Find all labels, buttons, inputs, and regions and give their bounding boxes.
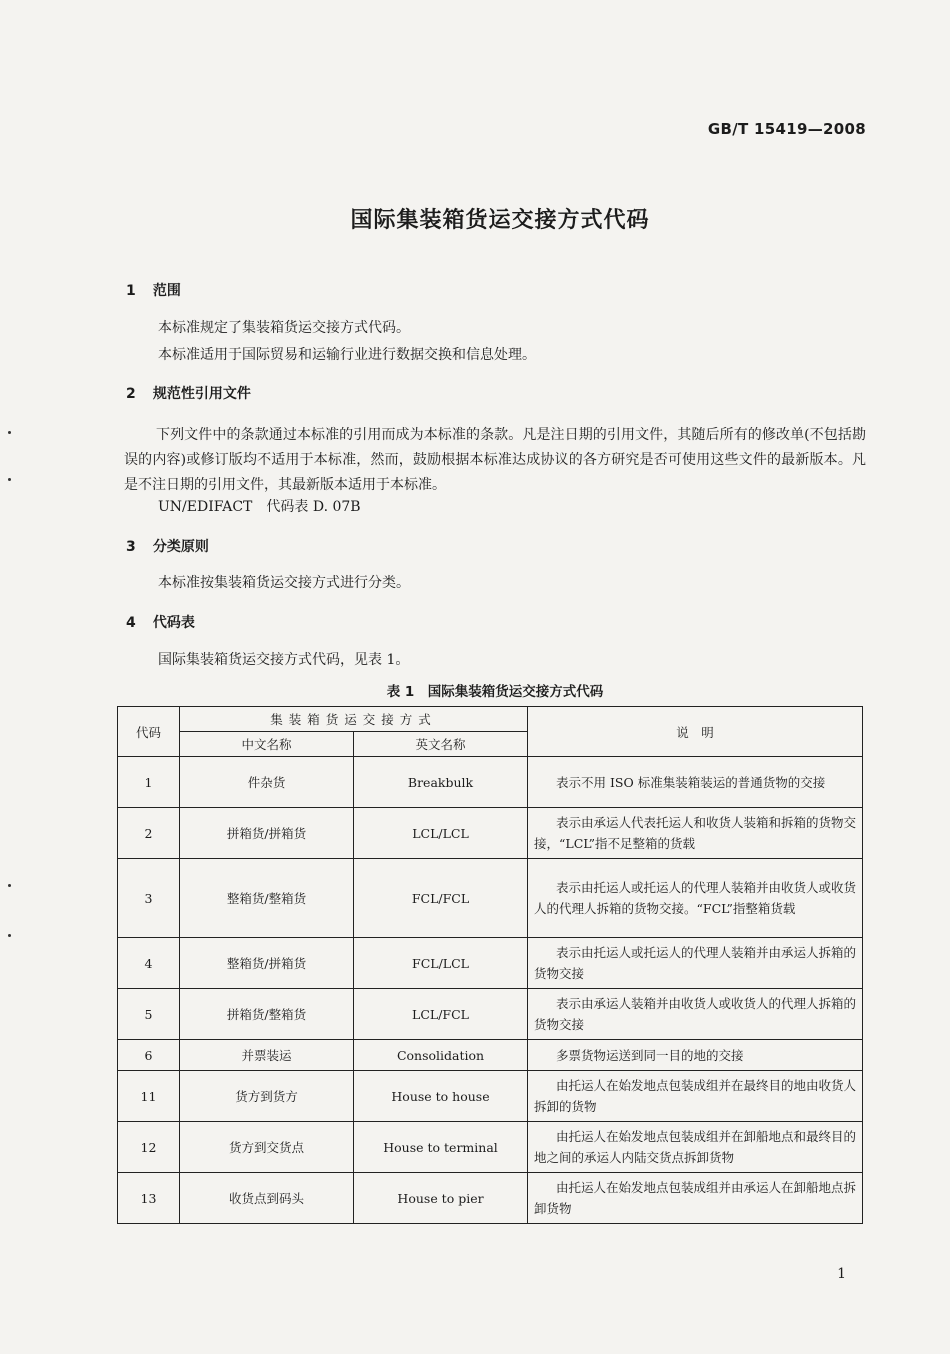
header-english-name: 英文名称 bbox=[354, 732, 528, 757]
standard-number: GB/T 15419—2008 bbox=[707, 120, 866, 138]
cell-english-name: Consolidation bbox=[354, 1040, 528, 1071]
cell-code: 5 bbox=[118, 989, 180, 1040]
cell-code: 4 bbox=[118, 938, 180, 989]
cell-description: 由托运人在始发地点包装成组并在卸船地点和最终目的地之间的承运人内陆交货点拆卸货物 bbox=[528, 1122, 863, 1173]
scan-speck bbox=[8, 934, 11, 937]
header-description: 说 明 bbox=[528, 707, 863, 757]
table-row bbox=[118, 859, 863, 938]
cell-english-name: FCL/FCL bbox=[354, 859, 528, 938]
table-row bbox=[118, 1071, 863, 1122]
cell-chinese-name: 并票装运 bbox=[180, 1040, 354, 1071]
header-chinese-name: 中文名称 bbox=[180, 732, 354, 757]
section-1-heading bbox=[126, 280, 181, 300]
header-group: 集装箱货运交接方式 bbox=[180, 707, 528, 732]
cell-description: 由托运人在始发地点包装成组并由承运人在卸船地点拆卸货物 bbox=[528, 1173, 863, 1224]
scope-line-2: 本标准适用于国际贸易和运输行业进行数据交换和信息处理。 bbox=[158, 347, 536, 363]
table-caption: 表 1 国际集装箱货运交接方式代码 bbox=[386, 684, 604, 700]
page-number: 1 bbox=[837, 1266, 846, 1282]
section-title: 范围 bbox=[152, 283, 181, 299]
cell-chinese-name: 整箱货/整箱货 bbox=[180, 859, 354, 938]
cell-code: 12 bbox=[118, 1122, 180, 1173]
table-row bbox=[118, 989, 863, 1040]
cell-description: 表示不用 ISO 标准集装箱装运的普通货物的交接 bbox=[528, 757, 863, 808]
cell-english-name: House to pier bbox=[354, 1173, 528, 1224]
section-3-heading bbox=[126, 536, 209, 556]
cell-description: 表示由承运人代表托运人和收货人装箱和拆箱的货物交接，“LCL”指不足整箱的货载 bbox=[528, 808, 863, 859]
section-number: 4 bbox=[126, 615, 136, 631]
table-row bbox=[118, 757, 863, 808]
cell-description: 表示由托运人或托运人的代理人装箱并由承运人拆箱的货物交接 bbox=[528, 938, 863, 989]
cell-english-name: House to house bbox=[354, 1071, 528, 1122]
cell-description: 多票货物运送到同一目的地的交接 bbox=[528, 1040, 863, 1071]
cell-chinese-name: 货方到交货点 bbox=[180, 1122, 354, 1173]
cell-english-name: House to terminal bbox=[354, 1122, 528, 1173]
cell-english-name: Breakbulk bbox=[354, 757, 528, 808]
cell-chinese-name: 拼箱货/拼箱货 bbox=[180, 808, 354, 859]
table-row bbox=[118, 808, 863, 859]
table-row bbox=[118, 1173, 863, 1224]
section-title: 规范性引用文件 bbox=[152, 386, 251, 402]
normative-references-paragraph: 下列文件中的条款通过本标准的引用而成为本标准的条款。凡是注日期的引用文件，其随后所有的修改单(不包括勘误的内容)或修订版均不适用于本标准，然而，鼓励根据本标准达成协议的各方研究是否可使用这些文件的最新版本。凡是不注日期的引用文件，其最新版本适用于本标准。 bbox=[124, 427, 866, 493]
cell-chinese-name: 收货点到码头 bbox=[180, 1173, 354, 1224]
cell-description: 由托运人在始发地点包装成组并在最终目的地由收货人拆卸的货物 bbox=[528, 1071, 863, 1122]
scan-speck bbox=[8, 884, 11, 887]
section-number: 1 bbox=[126, 283, 136, 299]
cell-description: 表示由托运人或托运人的代理人装箱并由收货人或收货人的代理人拆箱的货物交接。“FCL”指整箱货载 bbox=[528, 859, 863, 938]
cell-chinese-name: 拼箱货/整箱货 bbox=[180, 989, 354, 1040]
cell-code: 2 bbox=[118, 808, 180, 859]
section-2-heading bbox=[126, 383, 251, 403]
cell-chinese-name: 件杂货 bbox=[180, 757, 354, 808]
scan-speck bbox=[8, 431, 11, 434]
cell-code: 13 bbox=[118, 1173, 180, 1224]
cell-chinese-name: 整箱货/拼箱货 bbox=[180, 938, 354, 989]
reference-item: UN/EDIFACT 代码表 D. 07B bbox=[158, 499, 361, 515]
section-number: 3 bbox=[126, 539, 136, 555]
table-row bbox=[118, 1040, 863, 1071]
code-table-intro: 国际集装箱货运交接方式代码，见表 1。 bbox=[158, 652, 410, 668]
table-row bbox=[118, 1122, 863, 1173]
scope-line-1: 本标准规定了集装箱货运交接方式代码。 bbox=[158, 320, 410, 336]
cell-chinese-name: 货方到货方 bbox=[180, 1071, 354, 1122]
cell-code: 1 bbox=[118, 757, 180, 808]
cell-english-name: LCL/FCL bbox=[354, 989, 528, 1040]
section-title: 分类原则 bbox=[152, 539, 209, 555]
cell-english-name: FCL/LCL bbox=[354, 938, 528, 989]
section-4-heading bbox=[126, 612, 195, 632]
cell-description: 表示由承运人装箱并由收货人或收货人的代理人拆箱的货物交接 bbox=[528, 989, 863, 1040]
cell-code: 6 bbox=[118, 1040, 180, 1071]
section-title: 代码表 bbox=[152, 615, 195, 631]
code-table bbox=[117, 706, 863, 1224]
cell-english-name: LCL/LCL bbox=[354, 808, 528, 859]
cell-code: 11 bbox=[118, 1071, 180, 1122]
header-code: 代码 bbox=[118, 707, 180, 757]
scan-speck bbox=[8, 478, 11, 481]
table-row bbox=[118, 938, 863, 989]
cell-code: 3 bbox=[118, 859, 180, 938]
classification-paragraph: 本标准按集装箱货运交接方式进行分类。 bbox=[158, 575, 410, 591]
section-number: 2 bbox=[126, 386, 136, 402]
document-title: 国际集装箱货运交接方式代码 bbox=[350, 208, 650, 233]
